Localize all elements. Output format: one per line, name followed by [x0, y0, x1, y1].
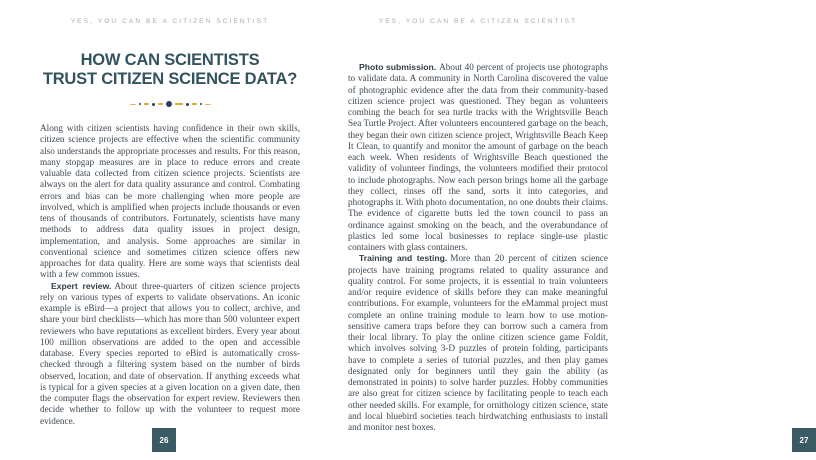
running-header-left: YES, YOU CAN BE A CITIZEN SCIENTIST [70, 18, 270, 25]
page-right [320, 0, 809, 460]
paragraph [348, 253, 608, 433]
ornament-dash-icon [158, 103, 163, 105]
paragraph-text: About 40 percent of projects use photographs to validate data. A community in North Carolina discovered the value of photographic evidence after the data from their community-based citizen science project was questioned. They began as volunteers combing the beach for sea turtle tracks with the Wrightsville Beach Sea Turtle Project. After volunteers encountered garbage on the beach, they began their own citizen science project, Wrightsville Beach Keep It Clean, to quantify and monitor the amount of garbage on the beach each week. When residents of Wrightsville Beach questioned the validity of volunteer findings, the volunteers modified their protocol to include photographs. Now each person brings home all the garbage they collect, rinses off the sand, sorts it into categories, and photographs it. With photo documentation, no one doubts their claims. The evidence of cigarette butts led the town council to pass an ordinance against smoking on the beach, and the overabundance of plastics led some local businesses to replace single-use plastic containers with glass containers. [348, 62, 608, 252]
ornament-dash-icon [144, 103, 149, 105]
paragraph [40, 123, 300, 281]
paragraph [40, 281, 300, 427]
body-copy-left [40, 123, 300, 427]
page-title-line2: TRUST CITIZEN SCIENCE DATA? [42, 70, 298, 88]
body-copy-right [348, 62, 608, 433]
paragraph [348, 62, 608, 253]
page-title-line1: HOW CAN SCIENTISTS [80, 51, 260, 69]
ornament-dot-icon [152, 103, 155, 106]
paragraph-lead: Photo submission. [359, 62, 437, 72]
ornament-dash-icon [130, 104, 136, 105]
running-header-right: YES, YOU CAN BE A CITIZEN SCIENTIST [378, 18, 578, 25]
page-left [0, 0, 320, 460]
ornament-dot-icon [139, 103, 141, 105]
divider-ornament [40, 100, 300, 108]
ornament-dash-icon [192, 103, 197, 105]
page-number-badge: 27 [792, 428, 816, 452]
page-number-badge: 26 [152, 428, 176, 452]
ornament-dash-icon [175, 103, 183, 105]
paragraph-text: More than 20 percent of citizen science projects have training programs related to quality assurance and quality control. For some projects, it is essential to train volunteers and/or require evidence of skills before they can make meaningful contributions. For example, volunteers for the eMammal project must complete an online training module to learn how to use motion-sensitive camera traps before they can borrow such a camera from their local library. To play the online citizen science game Foldit, which involves solving 3-D puzzles of protein folding, participants have to complete a series of tutorial puzzles, and then play games designated only for beginners until they gain the ability (as demonstrated in points) to solve harder puzzles. Hobby communities are also great for citizen science by facilitating people to teach each other needed skills. For example, for ornithology citizen science, state and local bluebird societies teach birdwatching enthusiasts to install and monitor nest boxes. [348, 253, 608, 432]
paragraph-lead: Expert review. [51, 280, 112, 291]
ornament-dash-icon [205, 104, 211, 105]
ornament-dot-icon [186, 103, 189, 106]
paragraph-text: About three-quarters of citizen science projects rely on various types of experts to validate observations. An iconic example is eBird—a project that allows you to collect, archive, and share your bird checklists—which has more than 500 volunteer expert reviewers who have reputations as excellent birders. Every year about 100 million observations are added to the open and accessible database. Every species reported to eBird is automatically cross-checked through a filtering system based on the number of birds observed, location, and date of observation. If anything exceeds what is typical for a given species at a given location on a given date, then the computer flags the observation for expert review. Reviewers then decide whether to follow up with the volunteer to request more evidence. [40, 280, 300, 426]
ornament-dot-icon [200, 103, 202, 105]
page-title [40, 51, 300, 89]
ornament-dot-icon [166, 101, 172, 107]
paragraph-lead: Training and testing. [359, 253, 448, 264]
paragraph-text: Along with citizen scientists having confidence in their own skills, citizen science projects are effective when the scientific community also understands the appropriate processes and results. For this reason, many stopgap measures are in place to reduce errors and create valuable data collected from citizen science projects. Scientists are always on the alert for data quality assurance and control. Combating errors and bias can be more challenging when more people are involved, which is amplified when projects include thousands or even tens of thousands of contributors. Fortunately, scientists have many methods to address data quality issues in project design, implementation, and analysis. Some approaches are similar in conventional science and sometimes citizen science offers new approaches for data quality. Here are some ways that scientists deal with a few common issues. [40, 123, 300, 280]
